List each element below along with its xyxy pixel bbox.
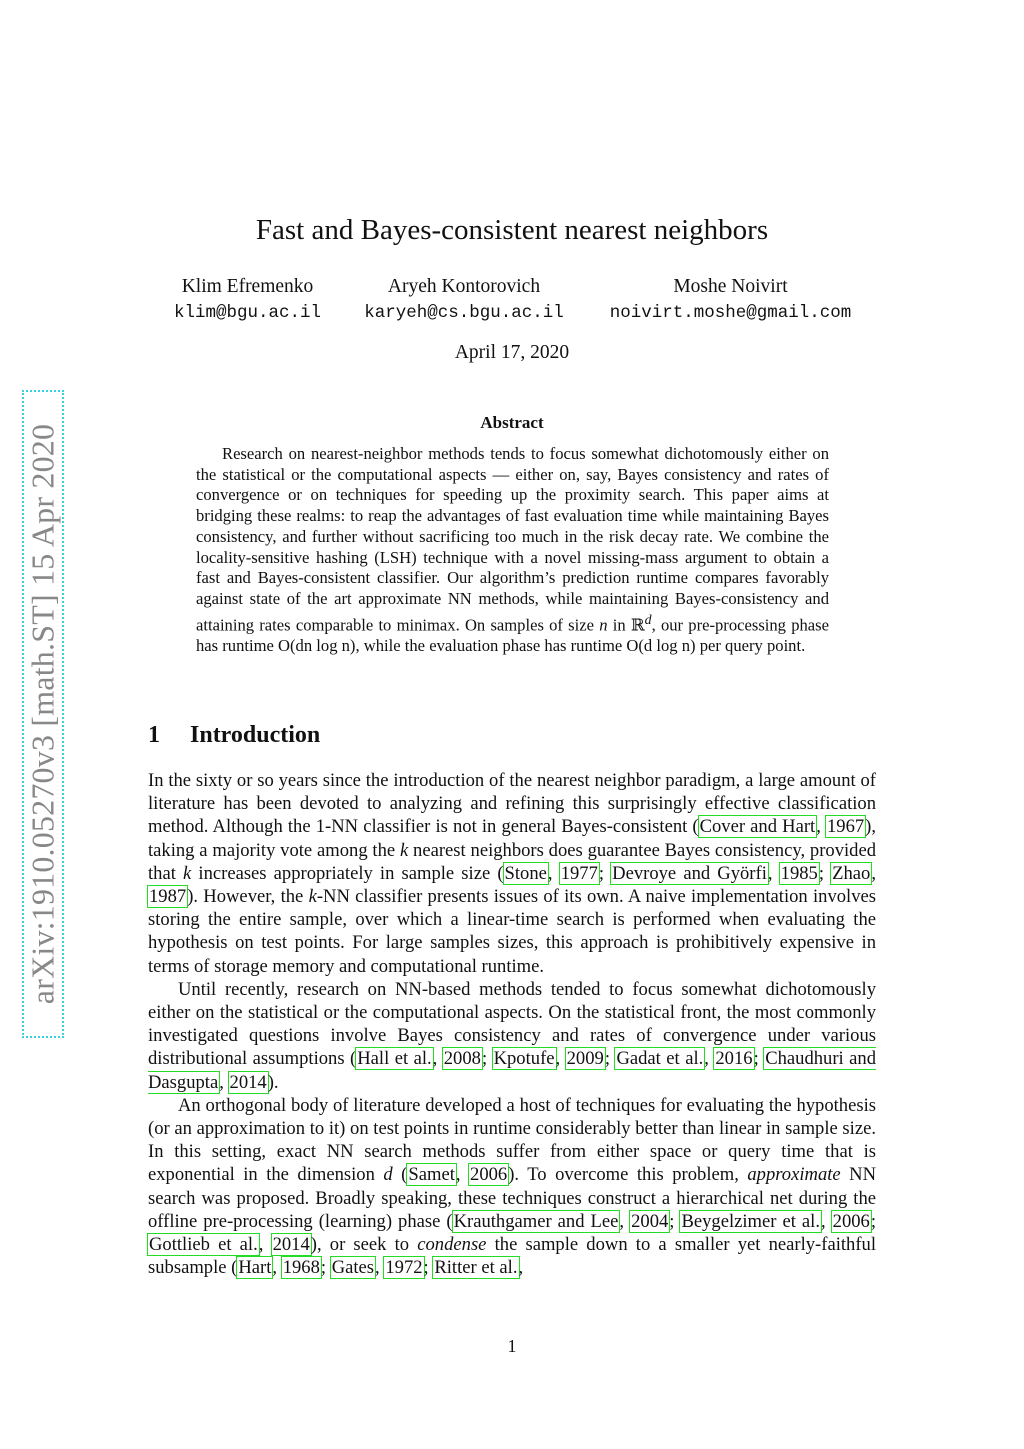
math-exponent: d (644, 611, 652, 627)
abstract-part: , our pre-processing phase has runtime (196, 615, 829, 655)
abstract-part: , while the evaluation phase has runtime (355, 635, 627, 655)
text-run: , (518, 1257, 524, 1279)
citation-link[interactable]: Stone (504, 862, 547, 884)
citation-link[interactable]: Beygelzimer et al. (681, 1210, 820, 1232)
arxiv-stamp (22, 390, 64, 1038)
text-run: NN search was proposed. Broadly speaking, these techniques construct a hierarchical net during the offline pre-processing (learning) phase ( (148, 1164, 877, 1232)
citation-link[interactable]: Hart (238, 1257, 272, 1279)
citation-year-link[interactable]: 2014 (272, 1234, 310, 1256)
citation-year-link[interactable]: 2006 (470, 1164, 508, 1186)
text-run: ). To overcome this problem, (508, 1164, 748, 1186)
page-number: 1 (507, 1336, 517, 1356)
math-var: k (183, 862, 192, 884)
author-name: Klim Efremenko (181, 276, 314, 297)
citation-link[interactable]: Gates (331, 1257, 375, 1279)
author-email[interactable]: karyeh@cs.bgu.ac.il (364, 303, 564, 323)
citation-year-link[interactable]: 1967 (826, 816, 865, 838)
emphasis: approximate (747, 1164, 841, 1186)
text-run: An orthogonal body of literature developed a host of techniques for evaluating the hypothesis (or an approximation to it) on test points in runtime considerably better than linear in sample size. In this setting, exact NN search methods suffer from either space or query time that is exponential in the dimension (148, 1094, 876, 1186)
math-runtime: O(dn log n) (278, 635, 356, 655)
abstract-heading: Abstract (480, 413, 544, 432)
citation-year-link[interactable]: 2004 (631, 1210, 669, 1232)
body-text (148, 769, 876, 1279)
citation-link[interactable]: Devroye and Györfi (612, 862, 767, 884)
paper-title: Fast and Bayes-consistent nearest neighbors (255, 214, 769, 246)
citation-link[interactable]: Chaudhuri and Dasgupta (148, 1048, 877, 1093)
citation-link[interactable]: Ritter et al. (434, 1257, 518, 1279)
arxiv-stamp-text: arXiv:1910.05270v3 [math.ST] 15 Apr 2020 (24, 423, 61, 1005)
math-var: n (599, 615, 608, 635)
author-block (165, 276, 330, 323)
citation-link[interactable]: Hall et al. (357, 1048, 432, 1070)
section-number: 1 (148, 722, 160, 748)
math-var: k (399, 839, 409, 861)
citation-link[interactable]: Samet (408, 1164, 455, 1186)
abstract-part: per query point. (695, 635, 806, 655)
math-var: k (308, 886, 317, 908)
author-name: Aryeh Kontorovich (387, 276, 541, 297)
text-run: increases appropriately in sample size ( (191, 862, 504, 884)
text-run: ), or seek to (310, 1234, 418, 1256)
citation-year-link[interactable]: 2006 (832, 1210, 870, 1232)
citation-link[interactable]: Gadat et al. (616, 1048, 704, 1070)
citation-link[interactable]: Krauthgamer and Lee (453, 1210, 619, 1232)
author-block (603, 276, 858, 323)
author-email[interactable]: klim@bgu.ac.il (173, 303, 322, 323)
text-run: -NN classifier presents issues of its own. A naive implementation involves storing the entire sample, over which a linear-time search is performed when evaluating the hypothesis on test points. For large samples sizes, this approach is prohibitively expensive in terms of storage memory and computational runtime. (148, 886, 876, 977)
citation-link[interactable]: Kpotufe (493, 1048, 555, 1070)
citation-link[interactable]: Gottlieb et al. (149, 1234, 258, 1256)
author-email[interactable]: noivirt.moshe@gmail.com (609, 303, 852, 323)
text-run: the sample down to a smaller yet nearly-faithful subsample ( (148, 1234, 876, 1279)
citation-year-link[interactable]: 1968 (282, 1257, 320, 1279)
text-run: Until recently, research on NN-based methods tended to focus somewhat dichotomously either on the statistical or the computational aspects. On the statistical front, the most commonly investigated questions involve Bayes consistency and rates of convergence under various distributional assumptions ( (148, 978, 876, 1070)
citation-link[interactable]: Zhao (832, 862, 871, 884)
author-block (355, 276, 573, 323)
paragraph: In the sixty or so years since the introduction of the nearest neighbor paradigm, a large amount of literature has been devoted to analyzing and refining this surprisingly effective classification method. Although the 1-NN classifier is not in general Bayes-consistent (Cover and Hart, 1967), taking a majority vote among the k nearest neighbors does guarantee Bayes consistency, provided that k increases appropriately in sample size (Stone, 1977; Devroye and Györfi, 1985; Zhao, 1987). However, the k-NN classifier presents issues of its own. A naive implementation involves storing the entire sample, over which a linear-time search is performed when evaluating the hypothesis on test points. For large samples sizes, this approach is prohibitively expensive in terms of storage memory and computational runtime. (148, 770, 877, 977)
abstract-part: in (607, 615, 631, 635)
paper-date: April 17, 2020 (454, 342, 570, 363)
citation-link[interactable]: Cover and Hart (699, 816, 816, 838)
citation-year-link[interactable]: 2014 (229, 1071, 267, 1093)
text-run: In the sixty or so years since the introduction of the nearest neighbor paradigm, a large amount of literature has been devoted to analyzing and refining this surprisingly effective classification method. Although the 1-NN classifier is not in general Bayes-consistent ( (148, 770, 876, 838)
citation-year-link[interactable]: 1972 (385, 1257, 423, 1279)
author-name: Moshe Noivirt (673, 276, 788, 297)
text-run: ), taking a majority vote among the (148, 816, 877, 861)
abstract-text (196, 444, 829, 657)
paragraph: An orthogonal body of literature developed a host of techniques for evaluating the hypothesis (or an approximation to it) on test points in runtime considerably better than linear in sample size. In this setting, exact NN search methods suffer from either space or query time that is exponential in the dimension d (Samet, 2006). To overcome this problem, approximate NN search was proposed. Broadly speaking, these techniques construct a hierarchical net during the offline pre-processing (learning) phase (Krauthgamer and Lee, 2004; Beygelzimer et al., 2006; Gottlieb et al., 2014), or seek to condense the sample down to a smaller yet nearly-faithful subsample (Hart, 1968; Gates, 1972; Ritter et al., (148, 1094, 877, 1279)
citation-year-link[interactable]: 2009 (566, 1048, 604, 1070)
text-run: ( (392, 1164, 408, 1186)
emphasis: condense (417, 1234, 487, 1256)
math-var: d (383, 1164, 393, 1186)
text-run: nearest neighbors does guarantee Bayes consistency, provided that (148, 839, 876, 884)
citation-year-link[interactable]: 1985 (780, 862, 818, 884)
text-run: ). (267, 1071, 279, 1093)
math-runtime: O(d log n) (626, 635, 696, 655)
section-title: Introduction (190, 722, 321, 748)
citation-year-link[interactable]: 1977 (560, 862, 598, 884)
citation-year-link[interactable]: 2008 (443, 1048, 481, 1070)
paragraph: Until recently, research on NN-based methods tended to focus somewhat dichotomously either on the statistical or the computational aspects. On the statistical front, the most commonly investigated questions involve Bayes consistency and rates of convergence under various distributional assumptions (Hall et al., 2008; Kpotufe, 2009; Gadat et al., 2016; Chaudhuri and Dasgupta, 2014). (148, 978, 877, 1093)
text-run: ). However, the (187, 886, 309, 908)
section-heading (148, 722, 320, 749)
citation-year-link[interactable]: 1987 (149, 886, 187, 908)
citation-year-link[interactable]: 2016 (715, 1048, 753, 1070)
math-reals: ℝ (630, 615, 645, 635)
abstract-part: Research on nearest-neighbor methods tends to focus somewhat dichotomously either on the statistical or the computational aspects — either on, say, Bayes consistency and rates of convergence or on techniques for speeding up the proximity search. This paper aims at bridging these realms: to reap the advantages of fast evaluation time while maintaining Bayes consistency, and further without sacrificing too much in the risk decay rate. We combine the locality-sensitive hashing (LSH) technique with a novel missing-mass argument to obtain a fast and Bayes-consistent classifier. Our algorithm’s prediction runtime compares favorably against state of the art approximate NN methods, while maintaining Bayes-consistency and attaining rates comparable to minimax. On samples of size (196, 444, 829, 635)
